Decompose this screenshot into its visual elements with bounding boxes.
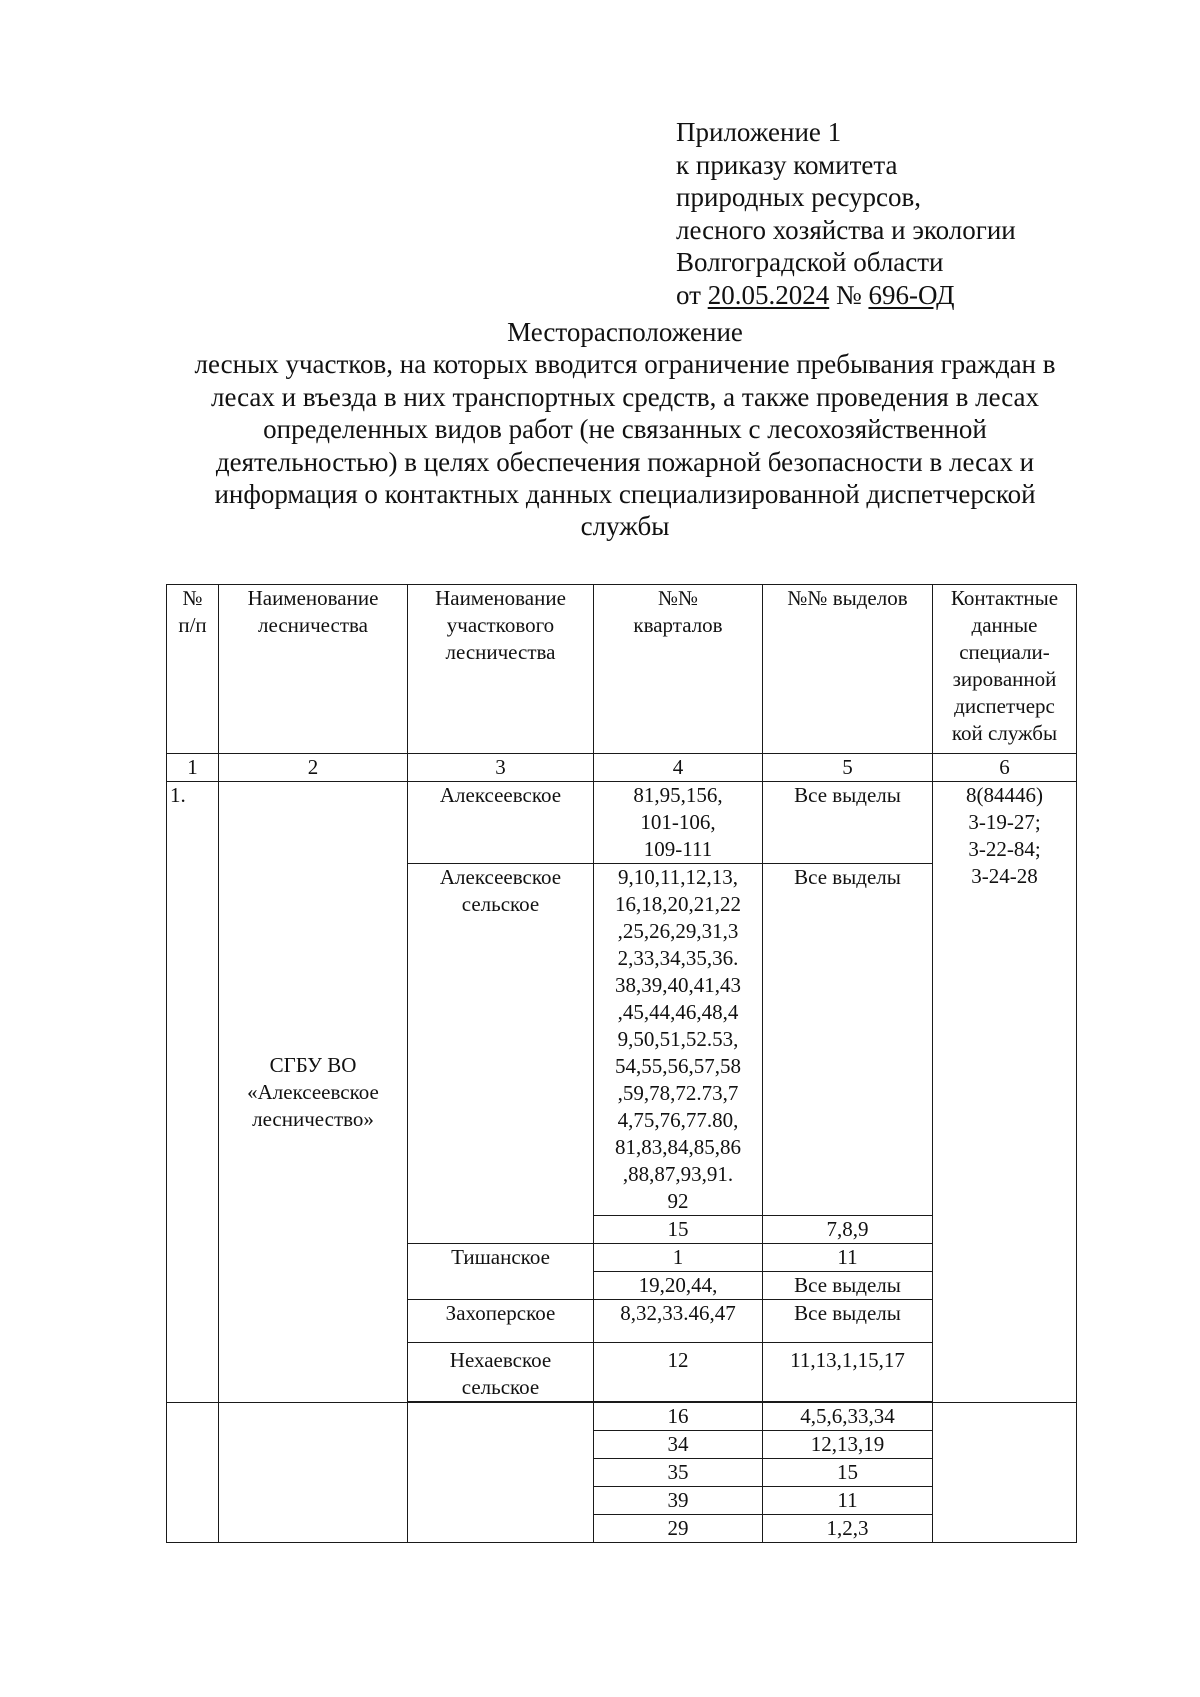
kvartaly-cell: 34 [594, 1431, 763, 1459]
header-cell-vydely: №№ выделов [763, 585, 933, 754]
kvartaly-cell: 1 [594, 1244, 763, 1272]
appendix-line: лесного хозяйства и экологии [676, 214, 1016, 245]
vydely-cell: 11 [763, 1487, 933, 1515]
vydely-cell: 12,13,19 [763, 1431, 933, 1459]
district-name-cell: Алексеевское [408, 782, 594, 864]
kvartaly-cell: 39 [594, 1487, 763, 1515]
document-title [160, 316, 1090, 543]
header-cell-kvartaly: №№ кварталов [594, 585, 763, 754]
header-cell-forestry: Наименование лесничества [219, 585, 408, 754]
vydely-cell: 11,13,1,15,17 [763, 1343, 933, 1402]
kvartaly-cell: 16 [594, 1403, 763, 1431]
appendix-line: Приложение 1 [676, 117, 842, 147]
order-date: 20.05.2024 [707, 279, 830, 310]
column-number: 6 [933, 754, 1077, 782]
contacts-cell: 8(84446) 3-19-27; 3-22-84; 3-24-28 [933, 782, 1077, 1403]
kvartaly-cell: 19,20,44, [594, 1272, 763, 1300]
column-number: 4 [594, 754, 763, 782]
vydely-cell: 7,8,9 [763, 1216, 933, 1244]
table-row [167, 1403, 1077, 1431]
title-line: определенных видов работ (не связанных с лесохозяйственной [263, 414, 987, 445]
vydely-cell: Все выделы [763, 1272, 933, 1300]
header-cell-contacts: Контактные данные специали- зированной диспетчерс кой службы [933, 585, 1077, 754]
district-name-cell: Нехаевское сельское [408, 1343, 594, 1402]
column-number: 1 [167, 754, 219, 782]
kvartaly-cell: 81,95,156, 101-106, 109-111 [594, 782, 763, 864]
district-name-cell: Захоперское [408, 1300, 594, 1343]
vydely-cell: 15 [763, 1459, 933, 1487]
vydely-cell: Все выделы [763, 864, 933, 1216]
table-row [167, 782, 1077, 864]
header-row [167, 585, 1077, 754]
column-number: 5 [763, 754, 933, 782]
kvartaly-cell: 29 [594, 1515, 763, 1543]
kvartaly-cell: 12 [594, 1343, 763, 1402]
title-line: службы [580, 511, 670, 542]
order-date-line [676, 279, 1016, 312]
vydely-cell: 11 [763, 1244, 933, 1272]
row-number-cell: 1. [167, 782, 219, 1403]
date-prefix: от [676, 279, 701, 310]
title-line: лесных участков, на которых вводится ограничение пребывания граждан в [194, 349, 1056, 380]
number-sign: № [835, 279, 862, 310]
appendix-line: природных ресурсов, [676, 182, 921, 212]
column-number: 3 [408, 754, 594, 782]
header-cell-number: № п/п [167, 585, 219, 754]
appendix-line: Волгоградской области [676, 247, 944, 277]
title-line: лесах и въезда в них транспортных средств, а также проведения в лесах [210, 381, 1040, 412]
header-cell-district: Наименование участкового лесничества [408, 585, 594, 754]
order-number: 696-ОД [868, 279, 955, 310]
column-number-row [167, 754, 1077, 782]
empty-cell [933, 1403, 1077, 1543]
forest-areas-table [166, 584, 1077, 1543]
kvartaly-cell: 8,32,33.46,47 [594, 1300, 763, 1343]
empty-cell [408, 1403, 594, 1543]
district-name-cell: Тишанское [408, 1244, 594, 1300]
vydely-cell: 1,2,3 [763, 1515, 933, 1543]
forestry-name-cell: СГБУ ВО «Алексеевское лесничество» [219, 782, 408, 1403]
empty-cell [167, 1403, 219, 1543]
title-line: Месторасположение [507, 317, 743, 347]
appendix-block [676, 116, 1016, 311]
title-line: информация о контактных данных специализированной диспетчерской [214, 479, 1036, 510]
vydely-cell: Все выделы [763, 1300, 933, 1343]
column-number: 2 [219, 754, 408, 782]
district-name-cell: Алексеевское сельское [408, 864, 594, 1244]
kvartaly-cell: 9,10,11,12,13, 16,18,20,21,22 ,25,26,29,31,3 2,33,34,35,36. 38,39,40,41,43 ,45,44,46,48,4 9,50,51,52.53, 54,55,56,57,58 ,59,78,72.73,7 4,75,76,77.80, 81,83,84,85,86 ,88,87,93,91. 92 [594, 864, 763, 1216]
vydely-cell: 4,5,6,33,34 [763, 1403, 933, 1431]
kvartaly-cell: 15 [594, 1216, 763, 1244]
appendix-line: к приказу комитета [676, 149, 898, 180]
title-line: деятельностью) в целях обеспечения пожарной безопасности в лесах и [215, 446, 1035, 477]
vydely-cell: Все выделы [763, 782, 933, 864]
kvartaly-cell: 35 [594, 1459, 763, 1487]
empty-cell [219, 1403, 408, 1543]
